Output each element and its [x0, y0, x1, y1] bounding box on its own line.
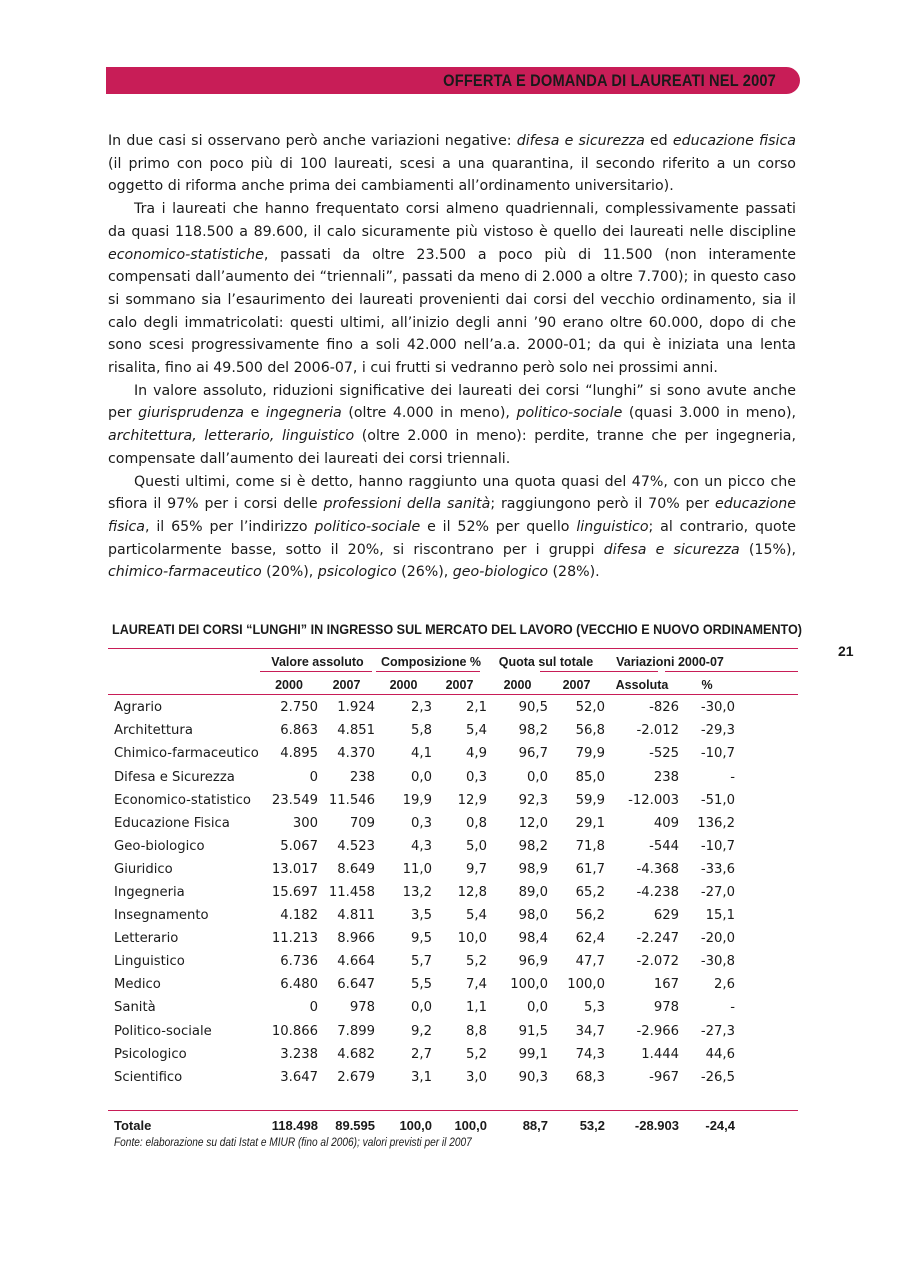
table-cell: 13,2: [402, 884, 432, 900]
table-cell: 0,3: [411, 815, 432, 831]
body-text: [108, 130, 796, 584]
table-cell: -30,0: [700, 700, 735, 716]
row-label: Agrario: [114, 700, 163, 716]
table-cell: 11.458: [328, 884, 375, 900]
table-cell: 98,0: [518, 908, 548, 924]
table-cell: 2,7: [411, 1046, 432, 1062]
data-table: [108, 650, 735, 1137]
row-label: Geo-biologico: [114, 838, 205, 854]
table-cell: 2.679: [337, 1069, 375, 1085]
table-cell: 90,3: [518, 1069, 548, 1085]
table-cell: -10,7: [700, 838, 735, 854]
table-cell: 5,2: [466, 954, 487, 970]
table-row: [108, 835, 735, 858]
table-cell: 167: [653, 977, 679, 993]
group-header: Composizione %: [380, 654, 481, 669]
page-number: 21: [838, 643, 854, 659]
table-row: [108, 742, 735, 765]
table-cell: 12,0: [518, 815, 548, 831]
row-label: Letterario: [114, 931, 179, 947]
table-cell: -4.368: [636, 861, 679, 877]
table-cell: 2.750: [280, 700, 318, 716]
table-cell: 5,2: [466, 1046, 487, 1062]
row-label: Insegnamento: [114, 908, 209, 924]
table-cell: -: [730, 769, 735, 785]
table-row: [108, 881, 735, 904]
sub-header-row: [108, 673, 735, 696]
table-cell: 1.444: [641, 1046, 679, 1062]
table-cell: 9,5: [411, 931, 432, 947]
table-cell: 89,0: [518, 884, 548, 900]
table-cell: 5,7: [411, 954, 432, 970]
sub-header: %: [701, 677, 713, 692]
table-row: [108, 927, 735, 950]
total-cell: 89.595: [335, 1117, 375, 1133]
total-cell: -28.903: [634, 1117, 679, 1133]
table-cell: 0,3: [466, 769, 487, 785]
table-cell: 6.863: [280, 723, 318, 739]
table-title: LAUREATI DEI CORSI “LUNGHI” IN INGRESSO SUL MERCATO DEL LAVORO (VECCHIO E NUOVO ORDINAMENTO): [112, 621, 803, 637]
table-cell: 1.924: [337, 700, 375, 716]
table-cell: 6.480: [280, 977, 318, 993]
total-cell: -24,4: [705, 1117, 735, 1133]
table-cell: 65,2: [575, 884, 605, 900]
table-cell: 2,1: [466, 700, 487, 716]
table-cell: 99,1: [518, 1046, 548, 1062]
total-cell: 88,7: [522, 1117, 548, 1133]
table-cell: 5,4: [466, 908, 487, 924]
table-cell: 978: [653, 1000, 679, 1016]
table-row: [108, 696, 735, 719]
row-label: Medico: [114, 977, 161, 993]
table-row: [108, 858, 735, 881]
table-cell: 2,3: [411, 700, 432, 716]
table-cell: 709: [349, 815, 375, 831]
table-cell: -10,7: [700, 746, 735, 762]
table-cell: 56,2: [575, 908, 605, 924]
table-cell: -2.012: [636, 723, 679, 739]
table-cell: 5,0: [466, 838, 487, 854]
table-row: [108, 812, 735, 835]
table-cell: 3.647: [280, 1069, 318, 1085]
table-cell: 85,0: [575, 769, 605, 785]
table-row: [108, 996, 735, 1019]
table-row: [108, 950, 735, 973]
table-cell: 0,0: [411, 1000, 432, 1016]
table-cell: 47,7: [575, 954, 605, 970]
table-cell: 68,3: [575, 1069, 605, 1085]
table-cell: -51,0: [700, 792, 735, 808]
row-label: Sanità: [114, 1000, 156, 1016]
table-row: [108, 904, 735, 927]
row-label: Psicologico: [114, 1046, 187, 1062]
table-cell: 0: [309, 1000, 318, 1016]
table-cell: 5,3: [584, 1000, 605, 1016]
row-label: Linguistico: [114, 954, 185, 970]
group-header: Quota sul totale: [498, 654, 594, 669]
table-cell: 12,8: [457, 884, 487, 900]
paragraph-1: In due casi si osservano però anche variazioni negative: difesa e sicurezza ed educazione fisica (il primo con poco più di 100 laureati, scesi a una quarantina, il secondo riferito a un corso oggetto di riforma anche prima dei cambiamenti all’ordinamento universitario).: [108, 133, 796, 195]
table-cell: 4.895: [280, 746, 318, 762]
row-label: Architettura: [114, 723, 193, 739]
table-cell: 11,0: [402, 861, 432, 877]
sub-header: Assoluta: [615, 677, 669, 692]
table-cell: -2.072: [636, 954, 679, 970]
table-cell: 11.546: [328, 792, 375, 808]
table-row: [108, 789, 735, 812]
total-row: [108, 1114, 735, 1137]
table-cell: 13.017: [271, 861, 318, 877]
table-footnote: Fonte: elaborazione su dati Istat e MIUR (fino al 2006); valori previsti per il 2007: [114, 1137, 472, 1149]
table-row: [108, 1043, 735, 1066]
table-cell: -967: [649, 1069, 679, 1085]
table-cell: 238: [653, 769, 679, 785]
header-banner: [106, 67, 800, 94]
table-cell: 4,9: [466, 746, 487, 762]
paragraph-3: In valore assoluto, riduzioni significative dei laureati dei corsi “lunghi” si sono avute anche per giurisprudenza e ingegneria (oltre 4.000 in meno), politico-sociale (quasi 3.000 in meno), architettura, letterario, linguistico (oltre 2.000 in meno): perdite, tranne che per ingegneria, compensate dall’aumento dei laureati dei corsi triennali.: [108, 382, 797, 467]
sub-header: 2007: [332, 677, 361, 692]
table-cell: 4,3: [411, 838, 432, 854]
table-cell: 98,4: [518, 931, 548, 947]
table-cell: 15,1: [705, 908, 735, 924]
group-header: Variazioni 2000-07: [616, 654, 724, 669]
table-cell: -27,3: [700, 1023, 735, 1039]
table-cell: 4.370: [337, 746, 375, 762]
table-cell: 10,0: [457, 931, 487, 947]
table-cell: 7.899: [337, 1023, 375, 1039]
total-cell: 100,0: [399, 1117, 432, 1133]
table-cell: 98,2: [518, 723, 548, 739]
table-row: [108, 719, 735, 742]
table-cell: 136,2: [697, 815, 735, 831]
table-cell: 90,5: [518, 700, 548, 716]
table-cell: 74,3: [575, 1046, 605, 1062]
table-cell: -: [730, 1000, 735, 1016]
table-top-rule: [108, 648, 798, 649]
paragraph-4: Questi ultimi, come si è detto, hanno raggiunto una quota quasi del 47%, con un picco che sfiora il 97% per i corsi delle professioni della sanità; raggiungono però il 70% per educazione fisica, il 65% per l’indirizzo politico-sociale e il 52% per quello linguistico; al contrario, quote particolarmente basse, sotto il 20%, si riscontrano per i gruppi difesa e sicurezza (15%), chimico-farmaceutico (20%), psicologico (26%), geo-biologico (28%).: [108, 473, 797, 581]
table-row: [108, 973, 735, 996]
sub-header: 2007: [445, 677, 474, 692]
table-cell: 0,0: [527, 769, 548, 785]
row-label: Economico-statistico: [114, 792, 251, 808]
table-cell: -4.238: [636, 884, 679, 900]
table-cell: 1,1: [466, 1000, 487, 1016]
row-label: Educazione Fisica: [114, 815, 230, 831]
table-cell: 96,9: [518, 954, 548, 970]
table-cell: 15.697: [271, 884, 318, 900]
table-cell: 4.811: [337, 908, 375, 924]
row-label: Scientifico: [114, 1069, 183, 1085]
table-cell: 10.866: [271, 1023, 318, 1039]
table-cell: 9,7: [466, 861, 487, 877]
group-header: Valore assoluto: [271, 654, 364, 669]
table-cell: 4.523: [337, 838, 375, 854]
table-cell: 0,8: [466, 815, 487, 831]
table-cell: -26,5: [700, 1069, 735, 1085]
table-cell: 3,1: [411, 1069, 432, 1085]
table-cell: 4,1: [411, 746, 432, 762]
table-cell: 44,6: [705, 1046, 735, 1062]
header-title: OFFERTA E DOMANDA DI LAUREATI NEL 2007: [443, 71, 776, 90]
table-cell: 96,7: [518, 746, 548, 762]
table-cell: 300: [292, 815, 318, 831]
total-label: Totale: [114, 1117, 152, 1133]
table-cell: 5,5: [411, 977, 432, 993]
row-label: Chimico-farmaceutico: [114, 746, 259, 762]
sub-header: 2000: [503, 677, 532, 692]
table-cell: 79,9: [575, 746, 605, 762]
table-cell: 8.649: [337, 861, 375, 877]
table-cell: 29,1: [575, 815, 605, 831]
table-cell: 0: [309, 769, 318, 785]
table-cell: -27,0: [700, 884, 735, 900]
row-label: Politico-sociale: [114, 1023, 212, 1039]
table-cell: -29,3: [700, 723, 735, 739]
table-cell: 4.682: [337, 1046, 375, 1062]
table-cell: 8.966: [337, 931, 375, 947]
table-cell: 4.851: [337, 723, 375, 739]
table-cell: 3,0: [466, 1069, 487, 1085]
row-label: Giuridico: [114, 861, 173, 877]
table-cell: 978: [349, 1000, 375, 1016]
total-cell: 100,0: [454, 1117, 487, 1133]
table-cell: -544: [649, 838, 679, 854]
table-cell: 92,3: [518, 792, 548, 808]
table-cell: 6.647: [337, 977, 375, 993]
table-cell: 61,7: [575, 861, 605, 877]
row-label: Difesa e Sicurezza: [114, 769, 235, 785]
table-cell: 4.664: [337, 954, 375, 970]
table-cell: 6.736: [280, 954, 318, 970]
table-cell: 100,0: [567, 977, 605, 993]
table-cell: 56,8: [575, 723, 605, 739]
total-cell: 118.498: [271, 1117, 318, 1133]
sub-header: 2007: [562, 677, 591, 692]
table-cell: 0,0: [411, 769, 432, 785]
table-row: [108, 1066, 735, 1089]
table-cell: 0,0: [527, 1000, 548, 1016]
table-cell: 62,4: [575, 931, 605, 947]
table-cell: 409: [653, 815, 679, 831]
sub-header: 2000: [275, 677, 303, 692]
table-cell: 7,4: [466, 977, 487, 993]
table-cell: 71,8: [575, 838, 605, 854]
table-cell: 12,9: [457, 792, 487, 808]
table-cell: 8,8: [466, 1023, 487, 1039]
table-cell: -30,8: [700, 954, 735, 970]
total-cell: 53,2: [579, 1117, 605, 1133]
table-cell: -2.966: [636, 1023, 679, 1039]
row-label: Ingegneria: [114, 884, 185, 900]
table-cell: 34,7: [575, 1023, 605, 1039]
table-cell: 5,8: [411, 723, 432, 739]
table-cell: 5,4: [466, 723, 487, 739]
table-body: [108, 696, 735, 1089]
sub-header: 2000: [389, 677, 418, 692]
table-cell: 3.238: [280, 1046, 318, 1062]
group-header-row: [108, 650, 735, 673]
table-cell: 629: [653, 908, 679, 924]
table-cell: -33,6: [700, 861, 735, 877]
table-cell: 59,9: [575, 792, 605, 808]
table-cell: 19,9: [402, 792, 432, 808]
table-cell: 91,5: [518, 1023, 548, 1039]
table-cell: 23.549: [271, 792, 318, 808]
table-cell: 238: [349, 769, 375, 785]
table-cell: 2,6: [714, 977, 735, 993]
paragraph-2: Tra i laureati che hanno frequentato corsi almeno quadriennali, complessivamente passati da quasi 118.500 a 89.600, il calo sicuramente più vistoso è quello dei laureati nelle discipline economico-statistiche, passati da oltre 23.500 a poco più di 11.500 (non interamente compensati dall’aumento dei “triennali”, passati da meno di 2.000 a oltre 7.700); in questo caso si sommano sia l’esaurimento dei laureati provenienti dai corsi del vecchio ordinamento, sia il calo degli immatricolati: questi ultimi, all’inizio degli anni ’90 erano oltre 60.000, dopo di che sono scesi progressivamente fino a soli 42.000 nell’a.a. 2000-01; da qui è iniziata una lenta risalita, fino ai 49.500 del 2006-07, i cui frutti si vedranno però solo nei prossimi anni.: [108, 201, 796, 377]
table-cell: 98,2: [518, 838, 548, 854]
table-cell: -20,0: [700, 931, 735, 947]
table-cell: -12.003: [628, 792, 679, 808]
table-cell: 98,9: [518, 861, 548, 877]
table-cell: 52,0: [575, 700, 605, 716]
table-cell: 11.213: [271, 931, 318, 947]
table-row: [108, 1020, 735, 1043]
table-cell: -2.247: [636, 931, 679, 947]
table-cell: -826: [649, 700, 679, 716]
table-cell: 4.182: [280, 908, 318, 924]
table-cell: 9,2: [411, 1023, 432, 1039]
table-cell: -525: [649, 746, 679, 762]
table-row: [108, 765, 735, 788]
table-cell: 5.067: [280, 838, 318, 854]
table-cell: 3,5: [411, 908, 432, 924]
table-cell: 100,0: [510, 977, 548, 993]
